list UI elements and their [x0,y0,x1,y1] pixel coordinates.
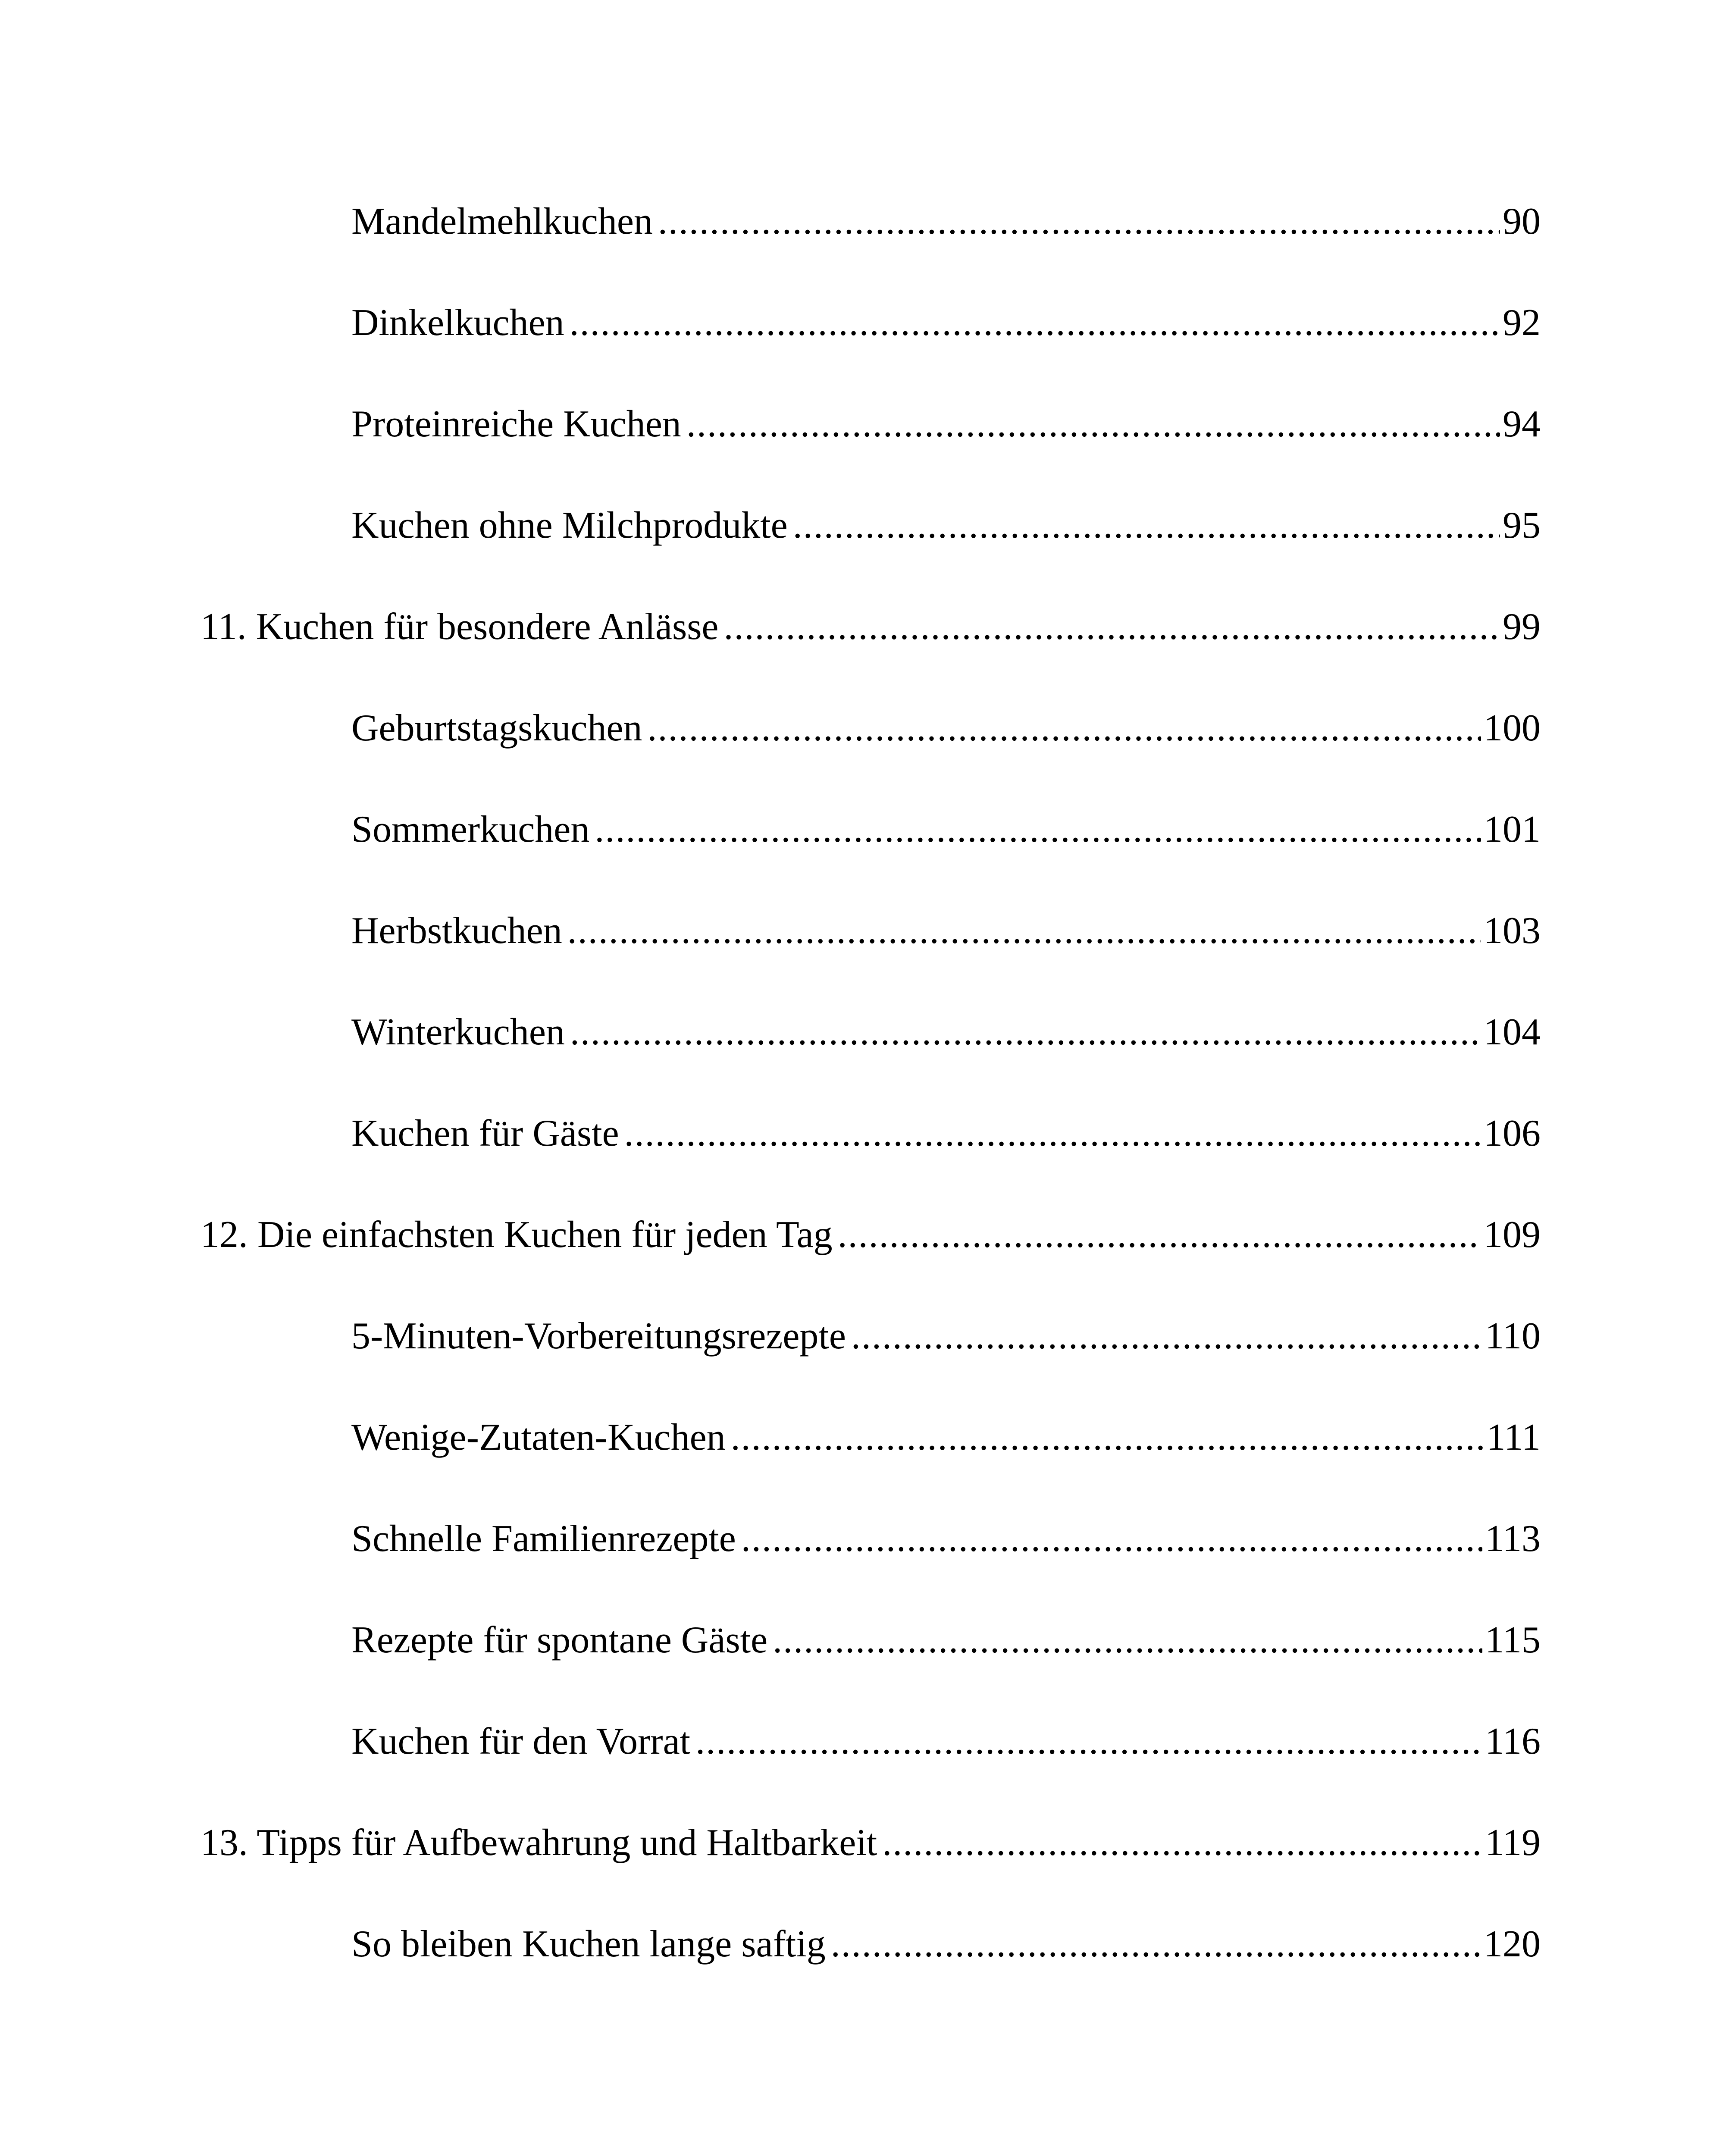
toc-chapter-entry[interactable] [200,608,1541,709]
toc-entry[interactable] [200,304,1541,405]
toc-entry-title: Kuchen für den Vorrat [351,1720,691,1762]
toc-entry-title: Kuchen ohne Milchprodukte [351,505,788,546]
toc-entry-page: 90 [1503,201,1541,242]
toc-entry-title: Kuchen für Gäste [351,1112,619,1154]
toc-entry[interactable] [200,1621,1541,1723]
toc-entry[interactable] [200,1013,1541,1115]
toc-entry[interactable] [200,1317,1541,1419]
toc-chapter-entry[interactable] [200,1216,1541,1317]
toc-entry-title: So bleiben Kuchen lange saftig [351,1923,826,1965]
toc-chapter-title: 12. Die einfachsten Kuchen für jeden Tag [200,1214,833,1256]
toc-entry-page: 100 [1484,707,1541,749]
toc-entry-page: 115 [1485,1619,1541,1661]
toc-dot-leader [570,304,1500,342]
toc-dot-leader [741,1520,1482,1558]
toc-entry-title: 5-Minuten-Vorbereitungsrezepte [351,1315,846,1357]
toc-entry-page: 111 [1486,1416,1541,1458]
toc-dot-leader [695,1723,1482,1761]
toc-chapter-title: 13. Tipps für Aufbewahrung und Haltbarkeit [200,1822,877,1864]
toc-entry-page: 104 [1484,1011,1541,1053]
toc-entry-title: Rezepte für spontane Gäste [351,1619,768,1661]
toc-entry-title: Geburtstagskuchen [351,707,642,749]
toc-entry-page: 103 [1484,910,1541,952]
toc-dot-leader [686,405,1500,443]
toc-entry-page: 92 [1503,302,1541,344]
toc-entry-page: 109 [1484,1214,1541,1256]
table-of-contents [200,203,1541,2027]
toc-entry[interactable] [200,709,1541,811]
toc-dot-leader [882,1824,1482,1862]
toc-entry[interactable] [200,1925,1541,2027]
toc-dot-leader [624,1115,1481,1153]
toc-entry-page: 106 [1484,1112,1541,1154]
toc-entry-page: 99 [1503,606,1541,648]
toc-entry[interactable] [200,405,1541,507]
toc-entry[interactable] [200,808,1541,912]
toc-dot-leader [658,203,1500,241]
toc-entry-page: 95 [1503,505,1541,546]
toc-entry-title: Sommerkuchen [351,808,590,850]
toc-entry-title: Winterkuchen [351,1011,565,1053]
toc-dot-leader [838,1216,1481,1254]
toc-entry-page: 94 [1503,403,1541,445]
toc-entry-title: Schnelle Familienrezepte [351,1518,736,1560]
toc-entry-page: 116 [1485,1720,1541,1762]
toc-entry-title: Herbstkuchen [351,910,562,952]
toc-entry-page: 110 [1485,1315,1541,1357]
toc-dot-leader [851,1317,1482,1355]
toc-entry-title: Mandelmehlkuchen [351,201,653,242]
toc-dot-leader [647,709,1481,747]
toc-entry[interactable] [200,507,1541,608]
toc-dot-leader [731,1419,1484,1457]
toc-dot-leader [793,507,1500,545]
toc-entry[interactable] [200,1520,1541,1621]
toc-entry[interactable] [200,1416,1541,1520]
toc-dot-leader [724,608,1500,646]
toc-entry[interactable] [200,912,1541,1013]
toc-chapter-entry[interactable] [200,1824,1541,1925]
toc-dot-leader [567,912,1481,950]
toc-entry[interactable] [200,1112,1541,1216]
toc-entry-title: Wenige-Zutaten-Kuchen [351,1416,726,1458]
toc-entry[interactable] [200,1720,1541,1824]
toc-dot-leader [595,811,1481,849]
toc-entry-page: 120 [1484,1923,1541,1965]
toc-entry-page: 119 [1485,1822,1541,1864]
toc-chapter-title: 11. Kuchen für besondere Anlässe [200,606,719,648]
toc-entry-title: Dinkelkuchen [351,302,564,344]
toc-entry[interactable] [200,203,1541,304]
toc-entry-page: 113 [1485,1518,1541,1560]
toc-entry-page: 101 [1484,808,1541,850]
toc-dot-leader [831,1925,1481,1963]
toc-dot-leader [570,1013,1481,1051]
toc-dot-leader [773,1621,1482,1659]
toc-entry-title: Proteinreiche Kuchen [351,403,681,445]
